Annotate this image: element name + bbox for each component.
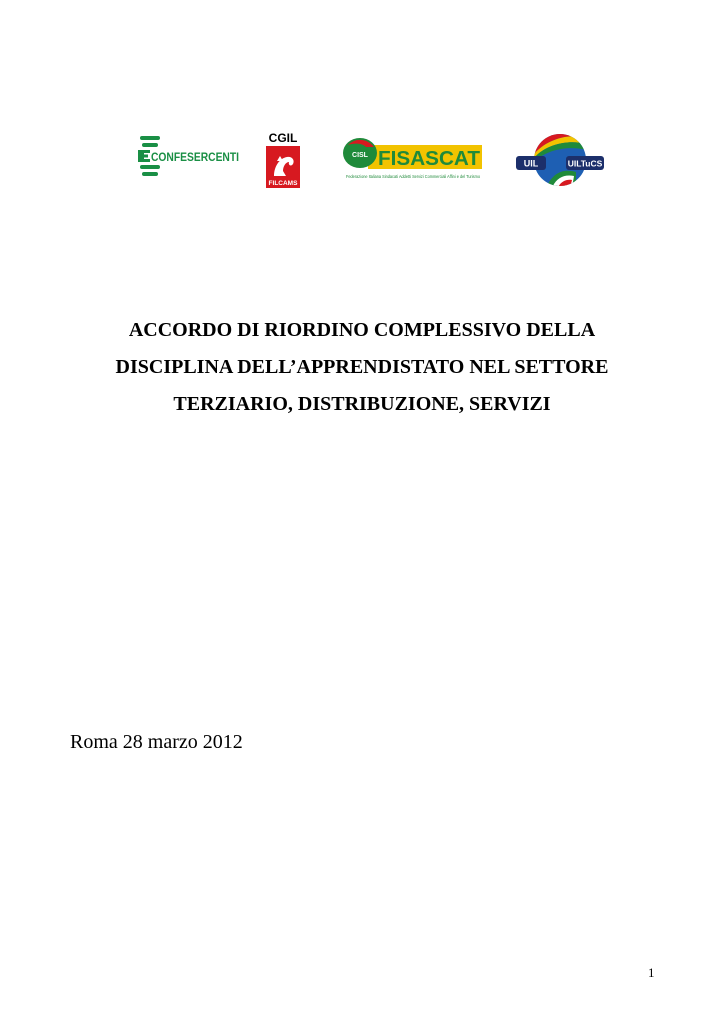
place-date: Roma 28 marzo 2012 bbox=[70, 731, 243, 753]
cisl-fisascat-logo bbox=[342, 133, 484, 183]
document-title bbox=[60, 312, 664, 423]
uiltucs-logo-text: UILTuCS bbox=[567, 158, 603, 169]
confesercenti-logo bbox=[138, 132, 240, 180]
confesercenti-logo-text: CONFESERCENTI bbox=[151, 150, 239, 164]
filcams-logo-text: FILCAMS bbox=[268, 180, 298, 187]
title-line-3: TERZIARIO, DISTRIBUZIONE, SERVIZI bbox=[173, 393, 551, 415]
fisascat-logo-text: FISASCAT bbox=[378, 148, 480, 170]
cgil-filcams-logo bbox=[262, 131, 304, 189]
uil-uiltucs-logo bbox=[516, 132, 604, 188]
title-line-1: ACCORDO DI RIORDINO COMPLESSIVO DELLA bbox=[128, 319, 596, 341]
uil-logo-text: UIL bbox=[523, 158, 539, 169]
page-number: 1 bbox=[648, 965, 655, 980]
cisl-badge-text: CISL bbox=[352, 152, 368, 159]
cgil-logo-text: CGIL bbox=[268, 131, 298, 145]
fisascat-subtitle: Federazione Italiana Sindacati Addetti Servizi Commerciali Affini e del Turismo bbox=[346, 174, 481, 179]
title-line-2: DISCIPLINA DELL’APPRENDISTATO NEL SETTORE bbox=[115, 356, 609, 378]
